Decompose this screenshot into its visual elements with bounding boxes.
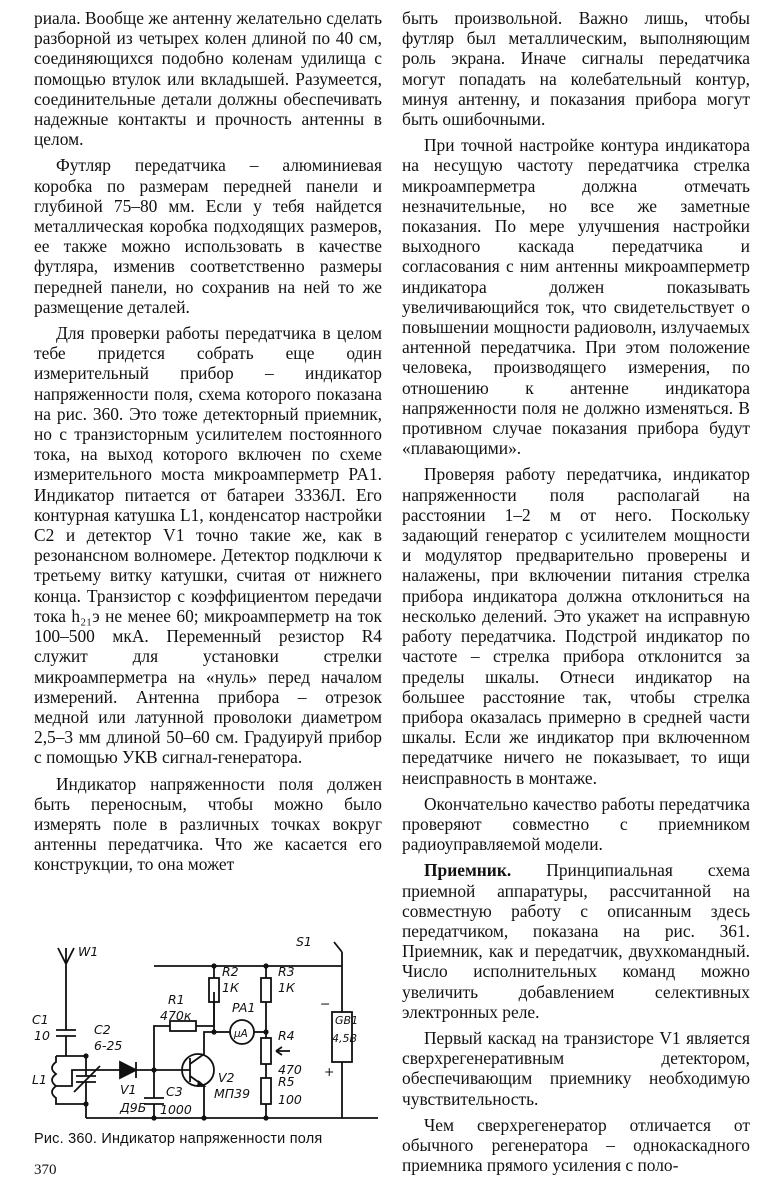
label-r2: R2	[222, 964, 239, 979]
label-w1: W1	[78, 944, 99, 959]
label-v1: V1	[120, 1082, 137, 1097]
capacitor-c1	[56, 988, 76, 1056]
label-c3: C3	[166, 1084, 183, 1099]
label-r5-value: 100	[278, 1092, 302, 1107]
label-c1-value: 10	[34, 1028, 50, 1043]
label-r2-value: 1К	[222, 980, 239, 995]
label-r1: R1	[168, 992, 185, 1007]
paragraph: Футляр передатчика – алюминиевая коробка по размерам передней панели и глубиной 75–80 мм. Если у тебя найдется металлическая коробка подходящих размеров, ее также можно использовать в качестве футляра, изменив соответственно размеры передней панели, но сохранив на ней то же размещение деталей.	[34, 155, 382, 317]
capacitor-c2	[74, 1056, 100, 1104]
label-c1: C1	[32, 1012, 49, 1027]
battery-gb1	[332, 1012, 352, 1118]
paragraph: При точной настройке контура индикатора на несущую частоту передатчика стрелка микроамперметра должна отмечать незначительные, но все же заметные показания. По мере улучшения настройки выходного каскада передатчика и согласования с ним антенны микроамперметр индикатора должен показывать увеличивающийся ток, что свидетельствует о повышении мощности радиоволн, излучаемых антенной передатчика. При этом положение человека, производящего измерения, по отношению к антенне индикатора напряженности поля не должно изменяться. В противном случае показания прибора будут «плавающими».	[402, 135, 750, 459]
figure-caption: Рис. 360. Индикатор напряженности поля	[34, 1131, 323, 1147]
resistor-r5	[261, 1078, 271, 1118]
paragraph: Первый каскад на транзисторе V1 является сверхрегенеративным детектором, обеспечивающим приемнику необходимую чувствительность.	[402, 1027, 750, 1109]
antenna-w1	[58, 948, 74, 988]
section-paragraph	[402, 860, 750, 1022]
label-gb1: GB1	[335, 1014, 359, 1027]
label-minus: −	[320, 996, 331, 1011]
page-number: 370	[34, 1162, 57, 1178]
label-r4: R4	[278, 1028, 295, 1043]
label-r4-value: 470	[278, 1062, 302, 1077]
label-v2-type: МП39	[214, 1086, 251, 1101]
switch-s1	[334, 942, 342, 1012]
paragraph: Индикатор напряженности поля должен быть переносным, чтобы можно было измерять поле в различных точках вокруг антенны передатчика. Что же касается его конструкции, то она может	[34, 773, 382, 875]
label-pa1: PA1	[232, 1000, 256, 1015]
section-text: Принципиальная схема приемной аппаратуры, рассчитанной на совместную работу с описанным здесь передатчиком, показана на рис. 361. Приемник, как и передатчик, двухкомандный. Число исполнительных команд можно увеличить добавлением селективных электронных реле.	[402, 860, 750, 1022]
label-c3-value: 1000	[160, 1102, 192, 1117]
label-s1: S1	[296, 934, 312, 949]
resistor-r3	[261, 966, 271, 1032]
paragraph: риала. Вообще же антенну желательно сделать разборной из четырех колен длиной по 40 см, соединяющихся подобно коленам удилища с помощью втулок или вкладышей. Разумеется, соединительные детали должны обеспечивать надежные контакты и прочность антенны в целом.	[34, 8, 382, 150]
label-r5: R5	[278, 1074, 295, 1089]
circuit-diagram	[28, 928, 378, 1128]
label-gb1-value: 4,5В	[332, 1032, 358, 1045]
right-text-column	[402, 8, 750, 1175]
label-c2-value: 6-25	[94, 1038, 123, 1053]
paragraph: быть произвольной. Важно лишь, чтобы футляр был металлическим, выполняющим роль экрана. Иначе сигналы передатчика могут попадать на колебательный контур, минуя антенну, и показания прибора могут быть ошибочными.	[402, 8, 750, 130]
schematic-svg	[28, 928, 378, 1128]
label-v1-type: Д9Б	[120, 1100, 147, 1115]
label-r1-value: 470к	[160, 1008, 192, 1023]
label-microamp: μA	[234, 1028, 248, 1040]
label-r3: R3	[278, 964, 295, 979]
section-heading: Приемник.	[424, 860, 512, 881]
left-text-column	[34, 8, 382, 875]
label-plus: +	[324, 1064, 335, 1079]
label-v2: V2	[218, 1070, 235, 1085]
coil-l1	[52, 1056, 86, 1104]
label-c2: C2	[94, 1022, 111, 1037]
label-l1: L1	[32, 1072, 47, 1087]
diode-v1	[56, 1062, 154, 1086]
paragraph: Окончательно качество работы передатчика проверяют совместно с приемником радиоуправляемой модели.	[402, 793, 750, 855]
paragraph: Чем сверхрегенератор отличается от обычного регенератора – однокаскадного приемника прямого усиления с поло-	[402, 1114, 750, 1176]
label-r3-value: 1К	[278, 980, 295, 995]
paragraph: Для проверки работы передатчика в целом тебе придется собрать еще один измерительный прибор – индикатор напряженности поля, схема которого показана на рис. 360. Это тоже детекторный приемник, но с транзисторным усилителем постоянного тока, на выход которого включен по схеме измерительного моста микроамперметр PA1. Индикатор питается от батареи 3336Л. Его контурная катушка L1, конденсатор настройки С2 и детектор V1 точно такие же, как в резонансном волномере. Детектор подключи к третьему витку катушки, считая от нижнего конца. Транзистор с коэффициентом передачи тока h₂₁э не менее 60; микроамперметр на ток 100–500 мкА. Переменный резистор R4 служит для установки стрелки микроамперметра на «нуль» перед началом измерений. Антенна прибора – отрезок медной или латунной проволоки диаметром 2,5–3 мм длиной 50–60 см. Градуируй прибор с помощью УКВ сигнал-генератора.	[34, 323, 382, 768]
paragraph: Проверяя работу передатчика, индикатор напряженности поля располагай на расстоянии 1–2 м от него. Поскольку задающий генератор с усилителем мощности и модулятор предварительно проверены и налажены, при включении питания стрелка прибора индикатора должна отклониться на несколько делений. Это укажет на исправную работу передатчика. Подстрой индикатор по частоте – стрелка прибора отклонится за пределы шкалы. Отнеси индикатор на большее расстояние так, чтобы стрелка прибора оказалась примерно в средней части шкалы. Если же индикатор при включенном передатчике ничего не показывает, то ищи неисправность в монтаже.	[402, 464, 750, 788]
